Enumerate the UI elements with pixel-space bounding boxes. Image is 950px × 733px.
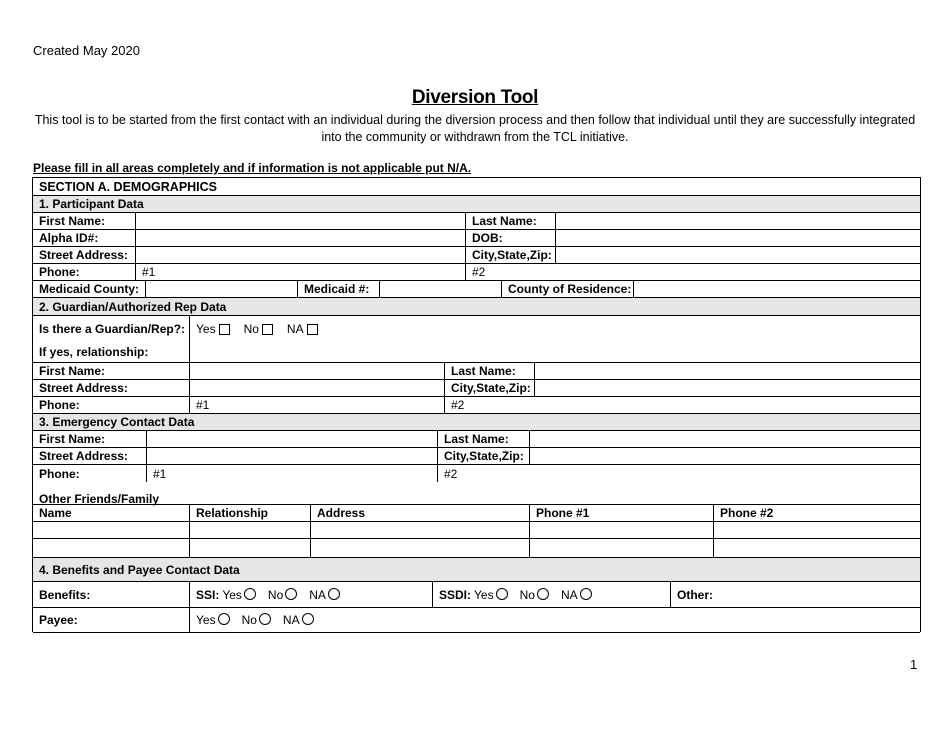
participant-street-field[interactable] [135,247,465,263]
instructions-text: Please fill in all areas completely and if information is not applicable put N/A. [33,161,472,175]
emergency-last-name-label: Last Name: [437,431,529,447]
ssi-na-radio[interactable] [328,588,340,600]
friends-heading-row [33,482,920,505]
medicaid-county-label: Medicaid County: [39,282,140,296]
ssdi-yes-radio[interactable] [496,588,508,600]
ssdi-label: SSDI: [439,587,472,602]
friends-header-row [33,505,920,522]
emergency-name-row [33,431,920,448]
participant-street-label: Street Address: [39,248,128,262]
guardian-street-field[interactable] [189,380,444,396]
participant-phone-row [33,264,920,281]
benefits-row [33,582,920,608]
guardian-street-label: Street Address: [39,381,128,395]
medicaid-county-field[interactable] [145,281,297,297]
friends-col-name: Name [39,506,72,520]
participant-last-name-field[interactable] [555,213,920,229]
guardian-name-row [33,363,920,380]
guardian-yes-label: Yes [196,321,216,336]
emergency-street-field[interactable] [146,448,437,464]
ssi-options [189,582,432,607]
payee-na-label: NA [282,613,300,627]
ssi-yes-radio[interactable] [244,588,256,600]
guardian-relationship-row [33,341,920,363]
participant-alpha-id-field[interactable] [135,230,465,246]
guardian-city-label: City,State,Zip: [444,380,534,396]
participant-first-name-label: First Name: [39,214,106,228]
guardian-question-row [33,316,920,341]
friends-row-1 [33,522,920,539]
friends-row-1-name[interactable] [33,522,189,538]
guardian-phone2-field[interactable]: #2 [444,397,920,413]
guardian-phone-row [33,397,920,414]
intro-text: This tool is to be started from the first contact with an individual during the diversion process and then follow that individual until they are successfully integrated into the community or withdrawn from the TCL initiative. [34,113,916,144]
payee-label: Payee: [39,613,78,627]
friends-heading: Other Friends/Family [39,491,160,506]
ssdi-no-radio[interactable] [537,588,549,600]
ssi-no-radio[interactable] [285,588,297,600]
guardian-heading-row [33,298,920,316]
friends-row-2 [33,539,920,558]
participant-phone-label: Phone: [39,265,80,279]
medicaid-number-label: Medicaid #: [297,281,379,297]
section-a-title: SECTION A. DEMOGRAPHICS [39,179,218,194]
friends-row-1-phone1[interactable] [529,522,713,538]
emergency-first-name-label: First Name: [39,432,106,446]
county-residence-label: County of Residence: [501,281,633,297]
payee-no-label: No [241,613,257,627]
participant-heading: 1. Participant Data [39,197,144,211]
friends-row-2-name[interactable] [33,539,189,557]
participant-heading-row [33,196,920,213]
guardian-first-name-label: First Name: [39,364,106,378]
guardian-phone-label: Phone: [39,398,80,412]
section-a-row [33,178,920,196]
emergency-address-row [33,448,920,465]
emergency-city-field[interactable] [529,448,920,464]
participant-phone1-field[interactable]: #1 [135,264,465,280]
participant-alpha-id-label: Alpha ID#: [39,231,99,245]
guardian-relationship-label: If yes, relationship: [39,344,149,359]
guardian-question-label: Is there a Guardian/Rep?: [39,321,186,336]
guardian-address-row [33,380,920,397]
guardian-relationship-field[interactable] [189,341,920,362]
emergency-heading-row [33,414,920,431]
friends-row-2-relationship[interactable] [189,539,310,557]
ssi-label: SSI: [196,587,220,602]
emergency-street-label: Street Address: [39,449,128,463]
participant-dob-label: DOB: [465,230,555,246]
emergency-phone-label: Phone: [39,466,80,481]
county-residence-field[interactable] [633,281,920,297]
participant-dob-field[interactable] [555,230,920,246]
guardian-last-name-field[interactable] [534,363,920,379]
participant-first-name-field[interactable] [135,213,465,229]
ssdi-options [432,582,670,607]
guardian-first-name-field[interactable] [189,363,444,379]
ssi-yes-label: Yes [222,587,242,602]
friends-row-1-relationship[interactable] [189,522,310,538]
guardian-last-name-label: Last Name: [444,363,534,379]
payee-yes-label: Yes [196,613,216,627]
participant-address-row [33,247,920,264]
friends-row-2-phone2[interactable] [713,539,920,557]
participant-id-row [33,230,920,247]
participant-medicaid-row [33,281,920,298]
guardian-options [189,316,920,341]
page-number: 1 [910,657,918,672]
benefits-other-field[interactable]: Other: [670,582,920,607]
friends-col-phone2: Phone #2 [713,505,920,521]
friends-col-phone1: Phone #1 [529,505,713,521]
ssdi-no-label: No [519,587,535,602]
participant-phone2-field[interactable]: #2 [465,264,920,280]
benefits-label: Benefits: [39,587,91,602]
diversion-form [32,177,921,632]
participant-name-row [33,213,920,230]
friends-row-1-phone2[interactable] [713,522,920,538]
created-date: Created May 2020 [33,43,140,58]
emergency-phone2-field[interactable]: #2 [437,465,920,482]
friends-row-2-phone1[interactable] [529,539,713,557]
benefits-heading-row [33,558,920,582]
payee-row [33,608,920,633]
payee-options [189,608,920,632]
guardian-no-label: No [243,321,259,336]
page-title: Diversion Tool [411,87,539,108]
payee-yes-radio[interactable] [218,613,230,625]
ssdi-na-label: NA [560,587,578,602]
guardian-na-checkbox[interactable] [307,324,318,335]
emergency-heading: 3. Emergency Contact Data [39,415,195,429]
ssi-na-label: NA [309,587,326,602]
emergency-city-label: City,State,Zip: [437,448,529,464]
emergency-first-name-field[interactable] [146,431,437,447]
payee-na-radio[interactable] [302,613,314,625]
ssdi-yes-label: Yes [474,587,494,602]
friends-col-relationship: Relationship [189,505,310,521]
emergency-phone1-field[interactable]: #1 [146,465,437,482]
payee-no-radio[interactable] [259,613,271,625]
ssi-no-label: No [267,587,284,602]
guardian-city-field[interactable] [534,380,920,396]
guardian-heading: 2. Guardian/Authorized Rep Data [39,299,227,314]
friends-row-2-address[interactable] [310,539,529,557]
emergency-last-name-field[interactable] [529,431,920,447]
participant-last-name-label: Last Name: [465,213,555,229]
friends-row-1-address[interactable] [310,522,529,538]
emergency-phone-row [33,465,920,482]
friends-col-address: Address [310,505,529,521]
benefits-heading: 4. Benefits and Payee Contact Data [39,562,240,577]
guardian-no-checkbox[interactable] [262,324,273,335]
participant-city-label: City,State,Zip: [465,247,555,263]
participant-city-field[interactable] [555,247,920,263]
guardian-na-label: NA [286,321,304,336]
medicaid-number-field[interactable] [379,281,501,297]
guardian-yes-checkbox[interactable] [219,324,230,335]
ssdi-na-radio[interactable] [580,588,592,600]
guardian-phone1-field[interactable]: #1 [189,397,444,413]
